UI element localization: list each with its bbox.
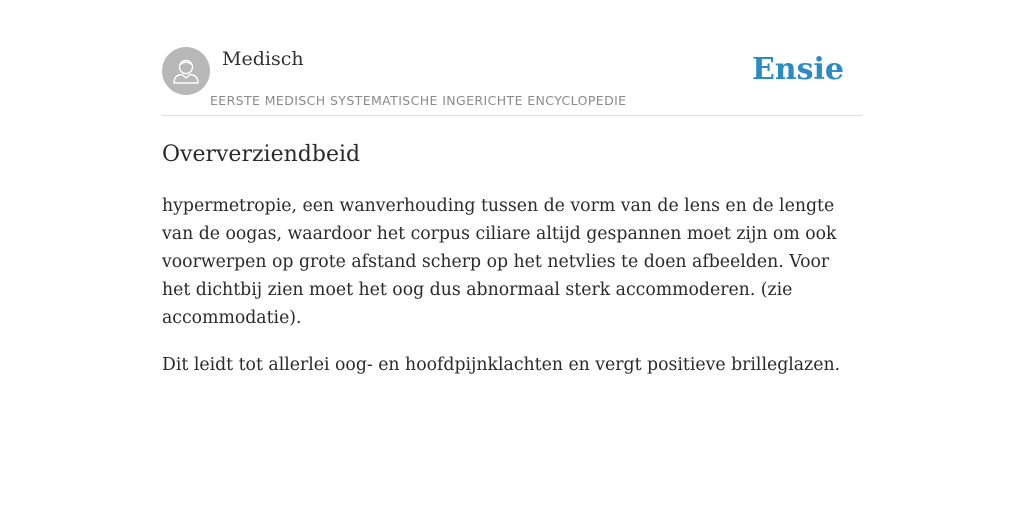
source-subtitle: EERSTE MEDISCH SYSTEMATISCHE INGERICHTE ENCYCLOPEDIE xyxy=(210,93,627,108)
article-body xyxy=(162,192,862,398)
source-avatar[interactable] xyxy=(162,47,210,95)
article-paragraph: hypermetropie, een wanverhouding tussen de vorm van de lens en de lengte van de oogas, waardoor het corpus ciliare altijd gespannen moet zijn om ook voorwerpen op grote afstand scherp op het netvlies te doen afbeelden. Voor het dichtbij zien moet het oog dus abnormaal sterk accommoderen. (zie accommodatie). xyxy=(162,196,837,328)
user-icon xyxy=(162,47,210,95)
source-name-link[interactable]: Medisch xyxy=(222,48,304,70)
article-paragraph: Dit leidt tot allerlei oog- en hoofdpijnklachten en vergt positieve brilleglazen. xyxy=(162,355,841,375)
article-title: Oververziendbeid xyxy=(162,142,361,167)
ensie-logo-link[interactable]: Ensie xyxy=(751,52,844,87)
source-header xyxy=(162,46,862,116)
